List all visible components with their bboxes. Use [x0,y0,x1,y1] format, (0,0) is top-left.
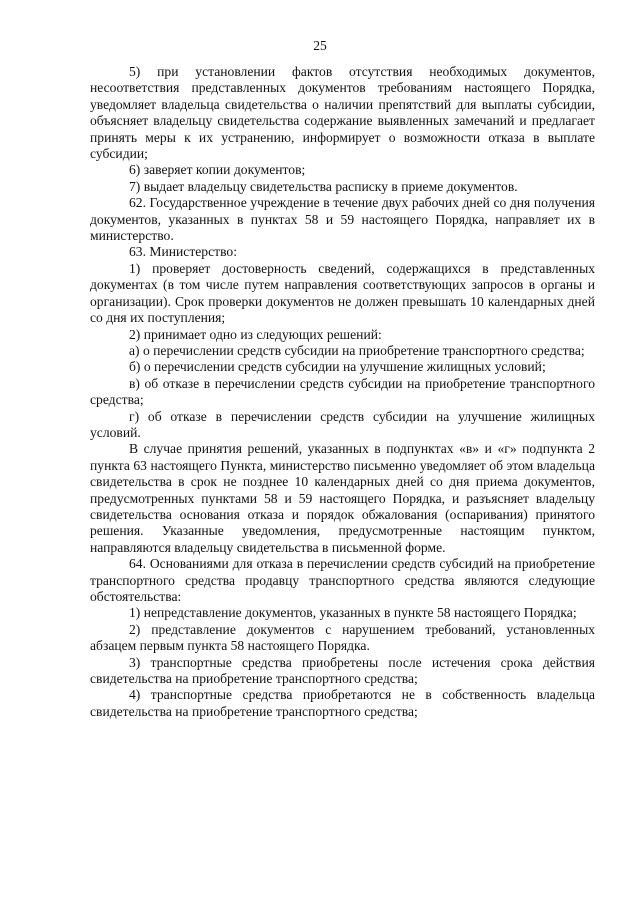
paragraph: 1) проверяет достоверность сведений, содержащихся в представленных документах (в том числе путем направления соответствующих запросов в органы и организации). Срок проверки документов не должен превышать 10 календарных дней со дня их поступления; [90,260,595,326]
paragraph: 64. Основаниями для отказа в перечислении средств субсидий на приобретение транспортного средства продавцу транспортного средства являются следующие обстоятельства: [90,556,595,604]
paragraph: 1) непредставление документов, указанных в пункте 58 настоящего Порядка; [129,605,577,621]
paragraph: 5) при установлении фактов отсутствия необходимых документов, несоответствия представленных документов требованиям настоящего Порядка, уведомляет владельца свидетельства о наличии препятствий для выплаты субсидии, объясняет владельцу свидетельства содержание выявленных замечаний и предлагает принять меры к их устранению, информирует о возможности отказа в выплате субсидии; [90,64,595,162]
paragraph: 4) транспортные средства приобретаются не в собственность владельца свидетельства на приобретение транспортного средства; [90,687,595,719]
paragraph: 63. Министерство: [129,244,237,260]
paragraph: 7) выдает владельцу свидетельства расписку в приеме документов. [129,178,518,194]
paragraph: в) об отказе в перечислении средств субсидии на приобретение транспортного средства; [90,375,595,408]
page-number: 25 [313,38,327,53]
paragraph: г) об отказе в перечислении средств субсидии на улучшение жилищных условий. [90,408,595,440]
paragraph: 3) транспортные средства приобретены после истечения срока действия свидетельства на приобретение транспортного средства; [90,654,595,687]
paragraph: В случае принятия решений, указанных в подпунктах «в» и «г» подпункта 2 пункта 63 настоящего Пункта, министерство письменно уведомляет об этом владельца свидетельства в срок не позднее 10 календарных дней со дня приема документов, предусмотренных пунктами 58 и 59 настоящего Порядка, и разъясняет владельцу свидетельства основания отказа и порядок обжалования (оспаривания) принятого решения. Указанные уведомления, предусмотренные настоящим пунктом, направляются владельцу свидетельства в письменной форме. [90,441,595,555]
paragraph: а) о перечислении средств субсидии на приобретение транспортного средства; [129,342,585,358]
paragraph: 2) представление документов с нарушением требований, установленных абзацем первым пункта 58 настоящего Порядка. [90,621,595,654]
paragraph: 2) принимает одно из следующих решений: [129,326,382,342]
document-body [90,64,595,720]
paragraph: 62. Государственное учреждение в течение двух рабочих дней со дня получения документов, указанных в пунктах 58 и 59 настоящего Порядка, направляет их в министерство. [90,195,595,244]
paragraph: 6) заверяет копии документов; [129,162,306,178]
paragraph: б) о перечислении средств субсидии на улучшение жилищных условий; [129,359,546,375]
